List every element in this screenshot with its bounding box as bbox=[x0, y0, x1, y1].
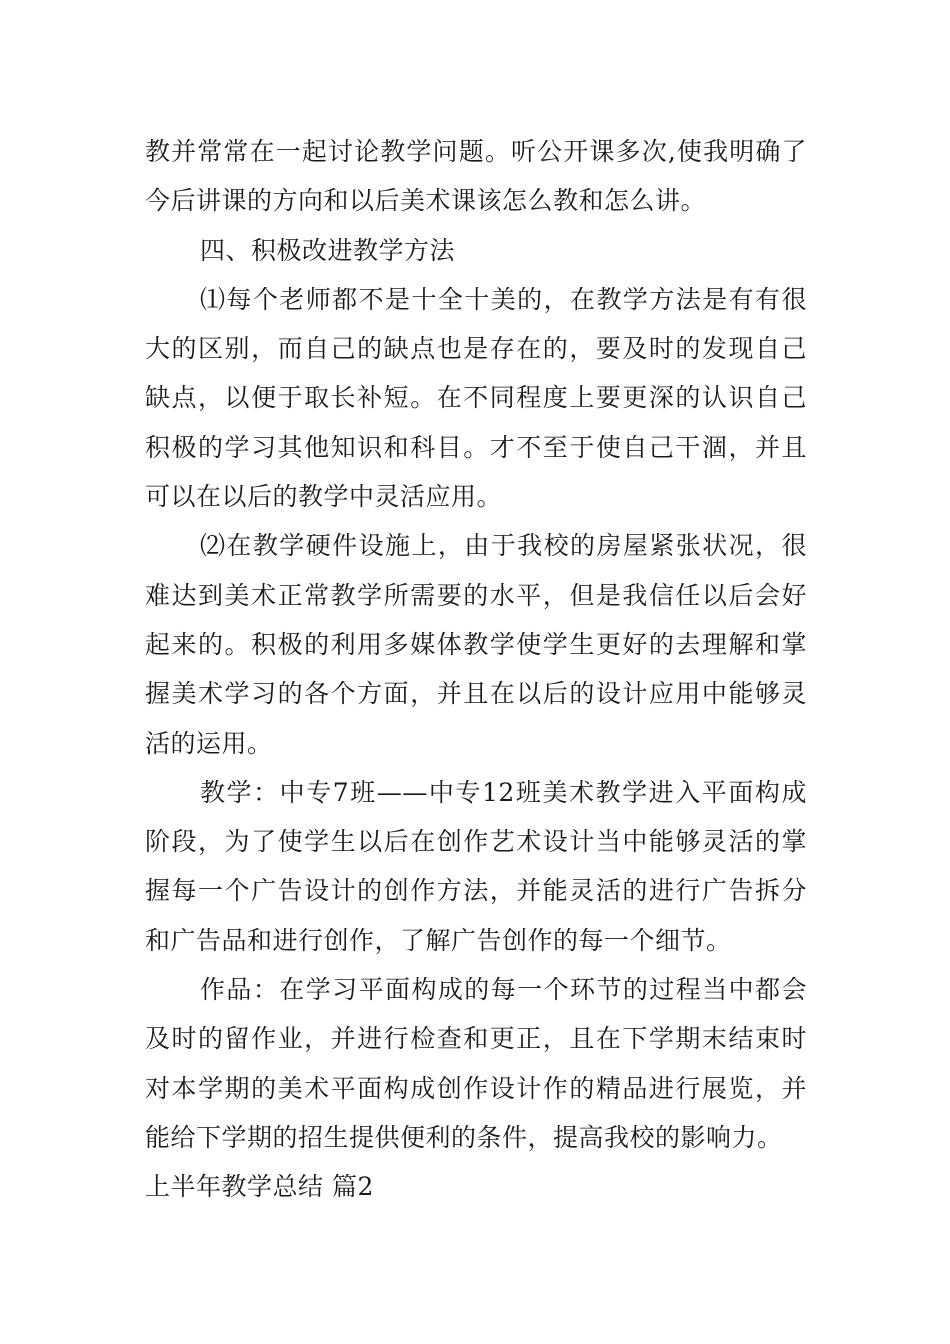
paragraph-works: 作品：在学习平面构成的每一个环节的过程当中都会及时的留作业，并进行检查和更正，且在下学期末结束时对本学期的美术平面构成创作设计作的精品进行展览，并能给下学期的招生提供便利的条件，提高我校的影响力。 bbox=[145, 975, 807, 1152]
paragraph-continuation: 教并常常在一起讨论教学问题。听公开课多次,使我明确了今后讲课的方向和以后美术课该怎么教和怎么讲。 bbox=[145, 137, 807, 216]
section-heading-four: 四、积极改进教学方法 bbox=[200, 235, 456, 265]
paragraph-teaching: 教学：中专7班——中专12班美术教学进入平面构成阶段，为了使学生以后在创作艺术设计当中能够灵活的掌握每一个广告设计的创作方法，并能灵活的进行广告拆分和广告品和进行创作，了解广告创作的每一个细节。 bbox=[145, 777, 807, 955]
document-body bbox=[145, 127, 807, 1212]
article-heading-part-2: 上半年教学总结 篇2 bbox=[145, 1172, 374, 1202]
paragraph-item-1: ⑴每个老师都不是十全十美的，在教学方法是有有很大的区别，而自己的缺点也是存在的，要及时的发现自己缺点，以便于取长补短。在不同程度上要更深的认识自己积极的学习其他知识和科目。才不至于使自己干涸，并且可以在以后的教学中灵活应用。 bbox=[145, 284, 807, 512]
paragraph-item-2: ⑵在教学硬件设施上，由于我校的房屋紧张状况，很难达到美术正常教学所需要的水平，但是我信任以后会好起来的。积极的利用多媒体教学使学生更好的去理解和掌握美术学习的各个方面，并且在以后的设计应用中能够灵活的运用。 bbox=[145, 531, 807, 758]
